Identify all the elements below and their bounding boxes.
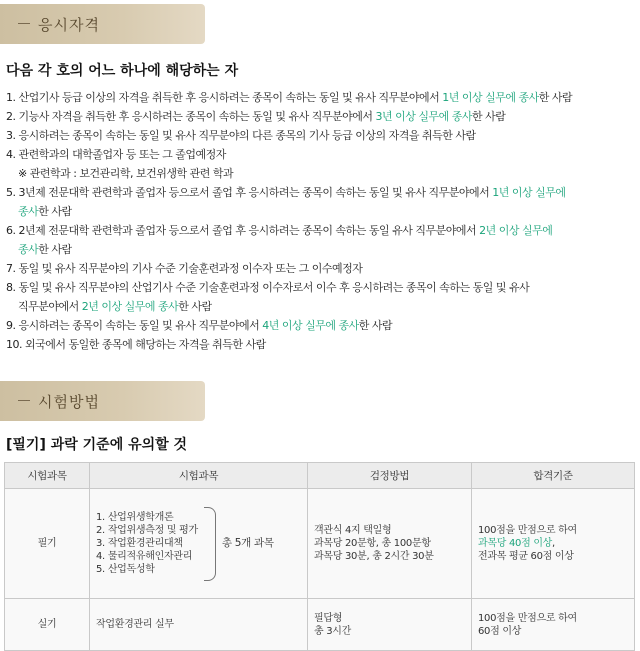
list-item <box>6 259 636 278</box>
list-item-text: ※ 관련학과 : 보건관리학, 보건위생학 관련 학과 <box>18 167 234 180</box>
list-item-text: 8. 동일 및 유사 직무분야의 산업기사 수준 기술훈련과정 이수자로서 이수 후 응시하려는 종목이 속하는 동일 및 유사 <box>6 281 530 294</box>
criteria-line: 60점 이상 <box>478 625 522 637</box>
list-item <box>6 164 636 183</box>
criteria-line-highlight <box>478 537 628 550</box>
table-row-practical <box>5 599 635 651</box>
table-header-row <box>5 463 635 489</box>
exam-table <box>4 462 635 651</box>
criteria-line: 100점을 만점으로 하여 <box>478 612 577 624</box>
criteria-line: 전과목 평균 60점 이상 <box>478 551 574 562</box>
list-item-text: 직무분야에서 <box>18 300 82 313</box>
criteria-comma: , <box>552 538 555 549</box>
subject-item: 2. 작업위생측정 및 평가 <box>96 525 198 536</box>
list-item-tail: 한 사람 <box>471 110 506 123</box>
exam-type-written: 필기 <box>5 489 90 599</box>
written-subjects-cell <box>90 489 308 599</box>
subject-list <box>96 511 198 576</box>
subject-item: 1. 산업위생학개론 <box>96 512 174 523</box>
subject-item: 5. 산업독성학 <box>96 564 155 575</box>
practical-subject: 작업환경관리 실무 <box>90 599 308 651</box>
brace-bracket <box>204 507 216 581</box>
list-item <box>6 316 636 335</box>
list-item <box>6 278 636 297</box>
list-item-tail: 한 사람 <box>178 300 212 313</box>
list-item-text: 7. 동일 및 유사 직무분야의 기사 수준 기술훈련과정 이수자 또는 그 이수예정자 <box>6 262 363 275</box>
list-item-highlight: 2년 이상 실무에 종사 <box>81 300 179 313</box>
eligibility-list <box>6 88 636 354</box>
list-item-text: 6. 2년제 전문대학 관련학과 졸업자 등으로서 졸업 후 응시하려는 종목이 속하는 동일 유사 직무분야에서 <box>6 224 480 237</box>
list-item-text: 4. 관련학과의 대학졸업자 등 또는 그 졸업예정자 <box>6 148 226 161</box>
table-row-written <box>5 489 635 599</box>
col-header-criteria: 합격기준 <box>472 463 635 489</box>
list-item-tail: 한 사람 <box>38 243 72 256</box>
list-item <box>6 107 636 126</box>
eligibility-heading: 다음 각 호의 어느 하나에 해당하는 자 <box>6 63 239 79</box>
section-tag-label: 시험방법 <box>38 393 100 411</box>
written-criteria-cell <box>472 489 635 599</box>
section-tag-eligibility <box>0 4 205 44</box>
list-item-highlight: 2년 이상 실무에 <box>479 224 553 237</box>
list-item <box>6 202 636 221</box>
list-item-text: 10. 외국에서 동일한 종목에 해당하는 자격을 취득한 사람 <box>6 338 266 351</box>
practical-method-cell <box>308 599 472 651</box>
list-item-text: 5. 3년제 전문대학 관련학과 졸업자 등으로서 졸업 후 응시하려는 종목이 속하는 동일 및 유사 직무분야에서 <box>6 186 493 199</box>
section-tag-exam-method <box>0 381 205 421</box>
list-item <box>6 221 636 240</box>
list-item <box>6 183 636 202</box>
list-item-highlight: 4년 이상 실무에 종사 <box>262 319 359 332</box>
list-item-text: 3. 응시하려는 종목이 속하는 동일 및 유사 직무분야의 다른 종목의 기사 등급 이상의 자격을 취득한 사람 <box>6 129 476 142</box>
list-item-highlight: 1년 이상 실무에 종사 <box>442 91 539 104</box>
list-item-text: 9. 응시하려는 종목이 속하는 동일 및 유사 직무분야에서 <box>6 319 263 332</box>
col-header-method: 검정방법 <box>308 463 472 489</box>
exam-type-practical: 실기 <box>5 599 90 651</box>
list-item <box>6 145 636 164</box>
criteria-highlight: 과목당 40점 이상 <box>478 538 553 549</box>
subject-total: 총 5개 과목 <box>221 537 274 549</box>
list-item-highlight: 종사 <box>18 243 39 256</box>
list-item <box>6 88 636 107</box>
written-method-cell <box>308 489 472 599</box>
list-item-text: 1. 산업기사 등급 이상의 자격을 취득한 후 응시하려는 종목이 속하는 동일 및 유사 직무분야에서 <box>6 91 443 104</box>
list-item-text: 2. 기능사 자격을 취득한 후 응시하려는 종목이 속하는 동일 및 유사 직무분야에서 <box>6 110 376 123</box>
method-line: 총 3시간 <box>314 625 352 637</box>
tag-dash <box>18 23 30 24</box>
subject-item: 4. 물리적유해인자관리 <box>96 551 193 562</box>
list-item-tail: 한 사람 <box>38 205 72 218</box>
list-item <box>6 126 636 145</box>
practical-criteria-cell <box>472 599 635 651</box>
list-item-highlight: 3년 이상 실무에 종사 <box>375 110 472 123</box>
list-item <box>6 297 636 316</box>
method-line: 과목당 30분, 총 2시간 30분 <box>314 551 434 562</box>
tag-dash <box>18 400 30 401</box>
method-line: 필답형 <box>314 612 343 624</box>
list-item-highlight: 종사 <box>18 205 39 218</box>
exam-heading: [필기] 과락 기준에 유의할 것 <box>6 437 188 453</box>
list-item-tail: 한 사람 <box>358 319 393 332</box>
method-line: 과목당 20문항, 총 100문항 <box>314 538 431 549</box>
col-header-subjects: 시험과목 <box>90 463 308 489</box>
list-item <box>6 240 636 259</box>
criteria-line: 100점을 만점으로 하여 <box>478 525 577 536</box>
list-item <box>6 335 636 354</box>
section-tag-label: 응시자격 <box>38 16 100 34</box>
method-line: 객관식 4지 택일형 <box>314 525 392 536</box>
list-item-tail: 한 사람 <box>538 91 573 104</box>
col-header-type: 시험과목 <box>5 463 90 489</box>
list-item-highlight: 1년 이상 실무에 <box>492 186 566 199</box>
subject-item: 3. 작업환경관리대책 <box>96 538 183 549</box>
